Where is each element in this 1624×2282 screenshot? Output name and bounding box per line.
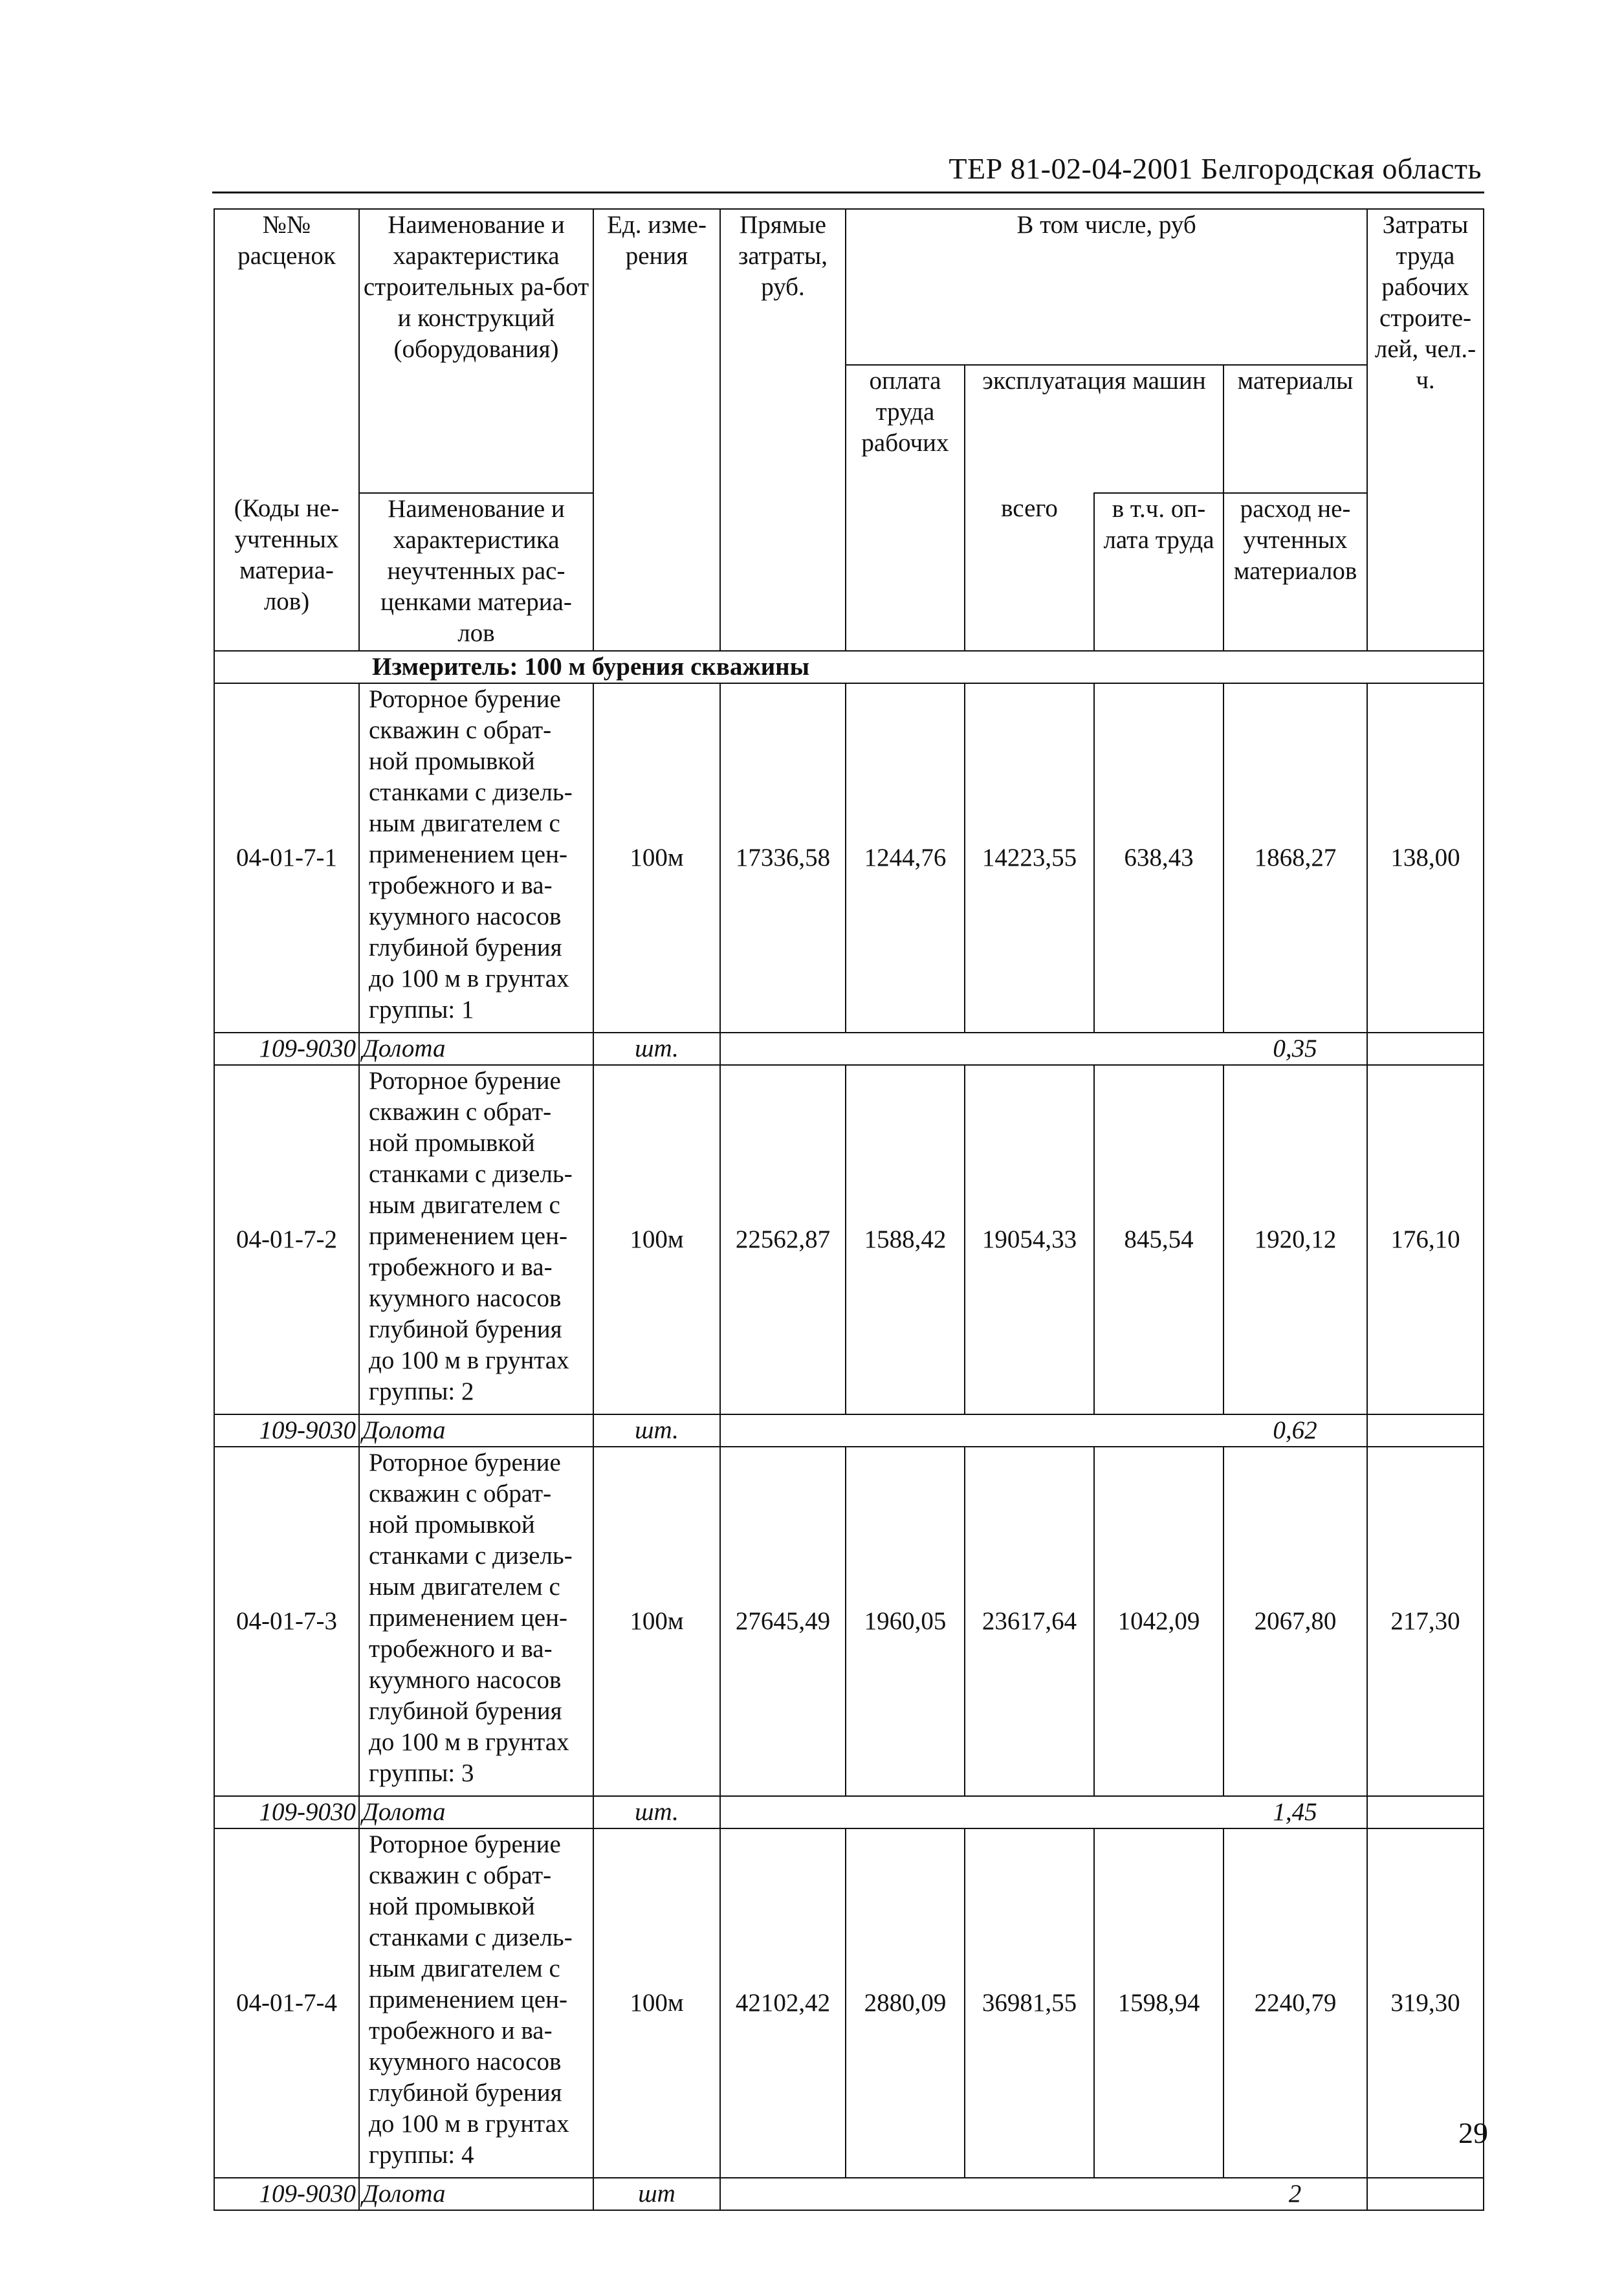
material-unit: шт. (593, 1414, 720, 1447)
header-codes-unaccounted: (Коды не-учтенных материа-лов) (214, 493, 359, 651)
rate-labor-pay: 1244,76 (846, 683, 965, 1033)
header-machines-total: всего (965, 493, 1094, 651)
header-code-cont (214, 365, 359, 493)
rate-unit: 100м (593, 1447, 720, 1796)
rate-machines-total: 19054,33 (965, 1065, 1094, 1414)
header-materials: материалы (1223, 365, 1367, 493)
material-name: Долота (359, 2178, 593, 2210)
rate-code: 04-01-7-2 (214, 1065, 359, 1414)
rate-labor-hours: 176,10 (1367, 1065, 1484, 1414)
rate-labor-hours: 138,00 (1367, 683, 1484, 1033)
header-rule (212, 192, 1484, 193)
rate-code: 04-01-7-1 (214, 683, 359, 1033)
rate-machines-labor: 845,54 (1094, 1065, 1223, 1414)
rate-direct-costs: 22562,87 (720, 1065, 846, 1414)
material-hours-blank (1367, 1033, 1484, 1065)
rate-machines-labor: 1042,09 (1094, 1447, 1223, 1796)
rate-code: 04-01-7-3 (214, 1447, 359, 1796)
header-unit: Ед. изме-рения (593, 209, 720, 651)
rate-materials: 1920,12 (1223, 1065, 1367, 1414)
header-labor-pay: оплата труда рабочих (846, 365, 965, 651)
material-name: Долота (359, 1796, 593, 1828)
header-including: В том числе, руб (846, 209, 1367, 365)
rate-unit: 100м (593, 1828, 720, 2178)
header-name: Наименование и характеристика строительных ра-бот и конструкций (оборудования) (359, 209, 593, 365)
rate-materials: 2240,79 (1223, 1828, 1367, 2178)
header-machines-labor: в т.ч. оп-лата труда (1094, 493, 1223, 651)
rates-table (214, 208, 1484, 2211)
material-unit: шт. (593, 1796, 720, 1828)
rate-labor-hours: 217,30 (1367, 1447, 1484, 1796)
rate-materials: 1868,27 (1223, 683, 1367, 1033)
rate-machines-total: 23617,64 (965, 1447, 1094, 1796)
measure-row-empty (214, 651, 359, 683)
rate-labor-hours: 319,30 (1367, 1828, 1484, 2178)
material-code: 109-9030 (214, 1796, 359, 1828)
rate-labor-pay: 1588,42 (846, 1065, 965, 1414)
rate-description: Роторное бурение скважин с обрат-ной промывкой станками с дизель-ным двигателем с применением цен-тробежного и ва-куумного насосов глубиной бурения до 100 м в грунтах группы: 4 (359, 1828, 593, 2178)
header-name-cont (359, 365, 593, 493)
rate-description: Роторное бурение скважин с обрат-ной промывкой станками с дизель-ным двигателем с применением цен-тробежного и ва-куумного насосов глубиной бурения до 100 м в грунтах группы: 1 (359, 683, 593, 1033)
document-header: ТЕР 81-02-04-2001 Белгородская область (949, 152, 1482, 185)
rate-materials: 2067,80 (1223, 1447, 1367, 1796)
header-unaccounted-consumption: расход не-учтенных материалов (1223, 493, 1367, 651)
material-quantity: 1,45 (1223, 1796, 1367, 1828)
material-code: 109-9030 (214, 2178, 359, 2210)
rate-direct-costs: 17336,58 (720, 683, 846, 1033)
rate-machines-total: 14223,55 (965, 683, 1094, 1033)
material-hours-blank (1367, 1796, 1484, 1828)
rate-labor-pay: 1960,05 (846, 1447, 965, 1796)
header-machines: эксплуатация машин (965, 365, 1223, 493)
header-direct-costs: Прямые затраты, руб. (720, 209, 846, 651)
rate-labor-pay: 2880,09 (846, 1828, 965, 2178)
rate-description: Роторное бурение скважин с обрат-ной промывкой станками с дизель-ным двигателем с применением цен-тробежного и ва-куумного насосов глубиной бурения до 100 м в грунтах группы: 3 (359, 1447, 593, 1796)
material-hours-blank (1367, 2178, 1484, 2210)
rate-code: 04-01-7-4 (214, 1828, 359, 2178)
material-hours-blank (1367, 1414, 1484, 1447)
material-blank (720, 2178, 1223, 2210)
rate-description: Роторное бурение скважин с обрат-ной промывкой станками с дизель-ным двигателем с применением цен-тробежного и ва-куумного насосов глубиной бурения до 100 м в грунтах группы: 2 (359, 1065, 593, 1414)
rate-machines-labor: 638,43 (1094, 683, 1223, 1033)
rate-unit: 100м (593, 683, 720, 1033)
material-code: 109-9030 (214, 1414, 359, 1447)
material-quantity: 0,62 (1223, 1414, 1367, 1447)
header-name-unaccounted: Наименование и характеристика неучтенных рас-ценками материа-лов (359, 493, 593, 651)
material-blank (720, 1033, 1223, 1065)
rate-direct-costs: 27645,49 (720, 1447, 846, 1796)
material-quantity: 0,35 (1223, 1033, 1367, 1065)
rate-machines-total: 36981,55 (965, 1828, 1094, 2178)
material-blank (720, 1796, 1223, 1828)
rate-machines-labor: 1598,94 (1094, 1828, 1223, 2178)
header-labor-hours: Затраты труда рабочих строите-лей, чел.-ч. (1367, 209, 1484, 651)
rate-unit: 100м (593, 1065, 720, 1414)
material-code: 109-9030 (214, 1033, 359, 1065)
material-name: Долота (359, 1033, 593, 1065)
page-number: 29 (1458, 2116, 1488, 2149)
rate-direct-costs: 42102,42 (720, 1828, 846, 2178)
material-quantity: 2 (1223, 2178, 1367, 2210)
measure-row: Измеритель: 100 м бурения скважины (359, 651, 1484, 683)
material-name: Долота (359, 1414, 593, 1447)
header-code: №№ расценок (214, 209, 359, 365)
material-unit: шт (593, 2178, 720, 2210)
material-unit: шт. (593, 1033, 720, 1065)
material-blank (720, 1414, 1223, 1447)
